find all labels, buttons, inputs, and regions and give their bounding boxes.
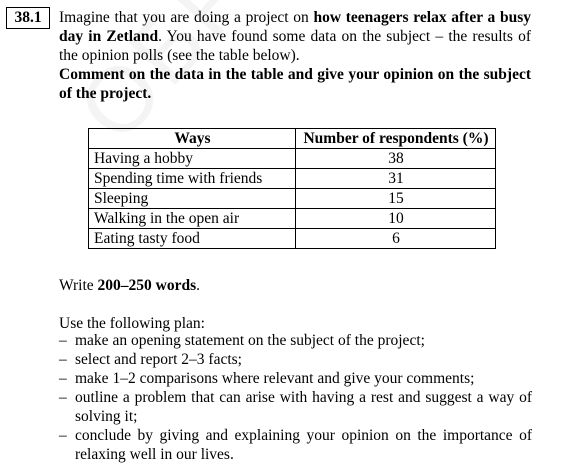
row-value: 38 (296, 149, 496, 169)
dash-bullet: – (59, 332, 67, 349)
table-row (89, 229, 496, 249)
row-way: Walking in the open air (89, 209, 296, 229)
row-value: 31 (296, 169, 496, 189)
plan-item-text: conclude by giving and explaining your opinion on the importance of relaxing well in our lives. (75, 427, 532, 463)
plan-list (59, 331, 532, 464)
plan-intro: Use the following plan: (59, 315, 205, 332)
row-way: Having a hobby (89, 149, 296, 169)
task-intro (59, 8, 531, 65)
plan-item-text: make 1–2 comparisons where relevant and give your comments; (75, 370, 475, 387)
comment-instruction: Comment on the data in the table and give your opinion on the subject of the project. (59, 66, 531, 102)
row-value: 10 (296, 209, 496, 229)
header-respondents: Number of respondents (%) (296, 129, 496, 149)
word-count-suffix: . (196, 277, 201, 294)
list-item (59, 426, 532, 464)
plan-item-text: select and report 2–3 facts; (75, 351, 242, 368)
intro-text-1: Imagine that you are doing a project on (59, 9, 314, 26)
intro-text-2: . You have found some data on the subject – the results of the opinion polls (see the table below). (59, 28, 531, 64)
list-item (59, 331, 532, 350)
task-text (59, 8, 531, 103)
row-way: Spending time with friends (89, 169, 296, 189)
header-ways: Ways (89, 129, 296, 149)
row-value: 15 (296, 189, 496, 209)
plan-item-text: outline a problem that can arise with having a rest and suggest a way of solving it; (75, 389, 532, 425)
plan-item-text: make an opening statement on the subject of the project; (75, 332, 425, 349)
table-row (89, 149, 496, 169)
intro-topic: how teenagers relax after a busy day in Zetland (59, 9, 531, 45)
dash-bullet: – (59, 389, 67, 406)
poll-table (88, 128, 496, 249)
word-count-prefix: Write (59, 277, 98, 294)
dash-bullet: – (59, 351, 67, 368)
list-item (59, 369, 532, 388)
dash-bullet: – (59, 427, 67, 444)
dash-bullet: – (59, 370, 67, 387)
list-item (59, 350, 532, 369)
word-count-range: 200–250 words (97, 277, 197, 294)
word-count-instruction (59, 276, 200, 295)
row-way: Eating tasty food (89, 229, 296, 249)
table-row (89, 189, 496, 209)
row-value: 6 (296, 229, 496, 249)
table-row (89, 209, 496, 229)
list-item (59, 388, 532, 426)
table-header-row (89, 129, 496, 149)
row-way: Sleeping (89, 189, 296, 209)
task-number-box: 38.1 (6, 7, 50, 29)
table-row (89, 169, 496, 189)
